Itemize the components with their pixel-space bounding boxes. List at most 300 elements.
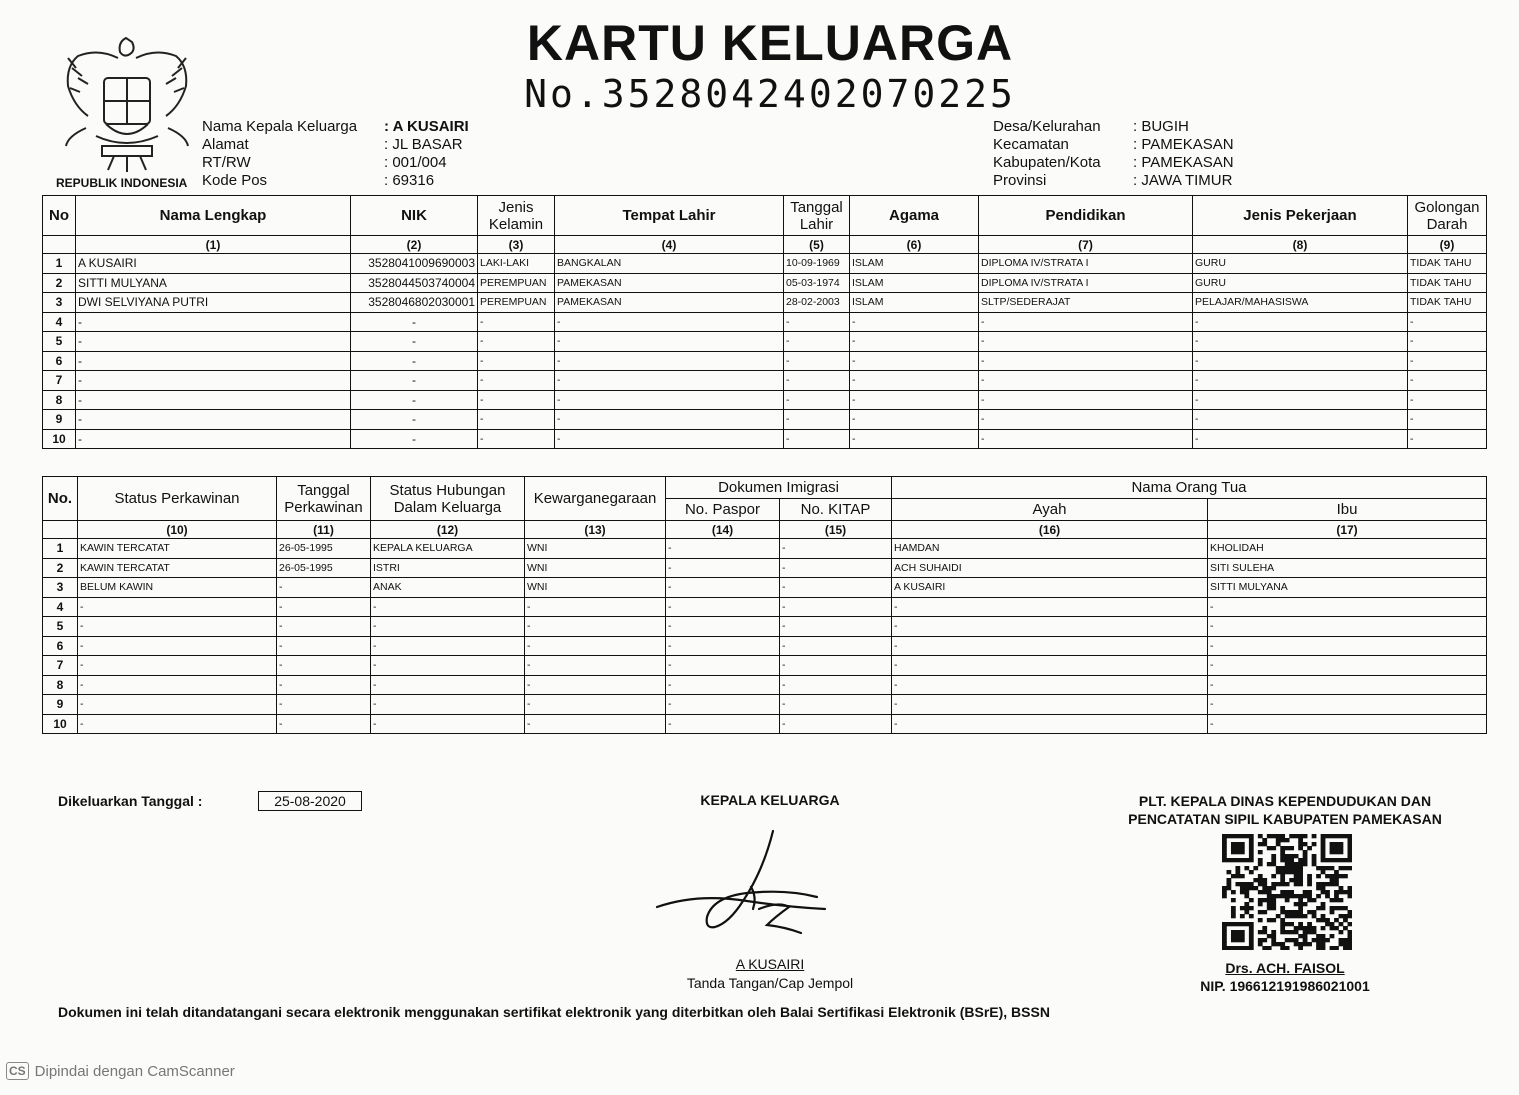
table-cell: - — [1193, 312, 1408, 332]
table-cell: KAWIN TERCATAT — [78, 539, 277, 559]
qr-module — [1271, 858, 1276, 862]
table-cell: - — [78, 636, 277, 656]
table-cell: - — [478, 351, 555, 371]
qr-module — [1312, 862, 1317, 866]
qr-module — [1280, 906, 1285, 910]
qr-module — [1298, 926, 1303, 930]
qr-module — [1321, 846, 1326, 850]
table-cell: - — [76, 410, 351, 430]
qr-module — [1267, 834, 1272, 838]
qr-module — [1289, 894, 1294, 898]
qr-module — [1258, 850, 1263, 854]
table-cell: - — [979, 429, 1193, 449]
table-cell: - — [979, 312, 1193, 332]
header-value: : JL BASAR — [384, 136, 463, 153]
qr-module — [1267, 918, 1272, 922]
table-cell: - — [850, 312, 979, 332]
qr-module — [1334, 870, 1339, 874]
qr-module — [1258, 890, 1263, 894]
qr-module — [1271, 942, 1276, 946]
table-cell: KEPALA KELUARGA — [371, 539, 525, 559]
qr-module — [1280, 918, 1285, 922]
qr-module — [1285, 930, 1290, 934]
qr-module — [1339, 834, 1344, 838]
qr-module — [1348, 914, 1352, 918]
table-cell: 26-05-1995 — [277, 558, 371, 578]
qr-module — [1280, 850, 1285, 854]
table-cell: - — [351, 332, 478, 352]
table-cell: - — [1408, 332, 1487, 352]
issued-label: Dikeluarkan Tanggal : — [58, 793, 203, 809]
qr-module — [1258, 902, 1263, 906]
qr-module — [1244, 886, 1249, 890]
qr-module — [1343, 866, 1348, 870]
table-cell: - — [371, 636, 525, 656]
scanner-watermark — [6, 1062, 235, 1080]
qr-module — [1348, 890, 1352, 894]
qr-module — [1249, 942, 1254, 946]
table-cell: - — [371, 714, 525, 734]
qr-module — [1276, 894, 1281, 898]
qr-module — [1240, 886, 1245, 890]
qr-module — [1226, 946, 1231, 950]
table-cell: 10-09-1969 — [784, 254, 850, 274]
column-header: No — [43, 196, 76, 236]
qr-module — [1231, 946, 1236, 950]
qr-module — [1325, 866, 1330, 870]
qr-module — [1280, 894, 1285, 898]
qr-module — [1280, 854, 1285, 858]
table-cell: - — [784, 429, 850, 449]
qr-module — [1258, 898, 1263, 902]
qr-module — [1294, 882, 1299, 886]
qr-module — [1312, 898, 1317, 902]
table-cell: - — [1408, 312, 1487, 332]
qr-module — [1240, 846, 1245, 850]
table-cell: - — [76, 390, 351, 410]
qr-module — [1285, 846, 1290, 850]
qr-module — [1294, 942, 1299, 946]
table-cell: PEREMPUAN — [478, 293, 555, 313]
column-header: NIK — [351, 196, 478, 236]
table-cell: - — [979, 390, 1193, 410]
header-row — [993, 118, 1234, 136]
header-label: Nama Kepala Keluarga — [202, 118, 358, 135]
qr-module — [1231, 874, 1236, 878]
table-cell: 4 — [43, 312, 76, 332]
qr-module — [1289, 854, 1294, 858]
table-cell: - — [784, 390, 850, 410]
table-cell: SITTI MULYANA — [1208, 578, 1487, 598]
qr-module — [1235, 866, 1240, 870]
column-header: Ayah — [892, 499, 1208, 521]
table-cell: BELUM KAWIN — [78, 578, 277, 598]
table-cell: - — [555, 390, 784, 410]
table-cell: - — [555, 351, 784, 371]
table-cell: - — [666, 539, 780, 559]
table-cell: DIPLOMA IV/STRATA I — [979, 273, 1193, 293]
qr-module — [1334, 946, 1339, 950]
qr-module — [1271, 862, 1276, 866]
qr-module — [1235, 842, 1240, 846]
table-cell: - — [371, 617, 525, 637]
garuda-emblem-icon — [56, 28, 198, 178]
table-cell: - — [892, 714, 1208, 734]
family-status-table — [42, 476, 1487, 734]
table-cell: - — [780, 597, 892, 617]
qr-module — [1325, 922, 1330, 926]
table-cell: WNI — [525, 539, 666, 559]
qr-module — [1303, 942, 1308, 946]
table-header-row — [43, 477, 1487, 499]
qr-module — [1262, 946, 1267, 950]
table-cell: - — [1193, 371, 1408, 391]
qr-code-icon[interactable] — [1222, 834, 1352, 950]
header-row — [202, 136, 469, 154]
qr-module — [1298, 922, 1303, 926]
qr-module — [1276, 842, 1281, 846]
table-cell: 8 — [43, 390, 76, 410]
table-cell: - — [780, 539, 892, 559]
qr-module — [1222, 886, 1227, 890]
column-header: Agama — [850, 196, 979, 236]
qr-module — [1240, 882, 1245, 886]
qr-module — [1262, 838, 1267, 842]
qr-module — [1285, 854, 1290, 858]
qr-module — [1294, 902, 1299, 906]
qr-module — [1267, 902, 1272, 906]
qr-module — [1271, 938, 1276, 942]
column-header: Pendidikan — [979, 196, 1193, 236]
qr-module — [1276, 870, 1281, 874]
table-cell: - — [76, 351, 351, 371]
qr-module — [1294, 910, 1299, 914]
qr-module — [1334, 898, 1339, 902]
qr-module — [1298, 866, 1303, 870]
qr-module — [1258, 918, 1263, 922]
qr-module — [1222, 858, 1227, 862]
table-cell: 7 — [43, 371, 76, 391]
qr-module — [1222, 850, 1227, 854]
qr-module — [1348, 938, 1352, 942]
table-cell: 6 — [43, 636, 78, 656]
qr-module — [1294, 926, 1299, 930]
table-cell: 10 — [43, 429, 76, 449]
table-cell: 3 — [43, 293, 76, 313]
qr-module — [1339, 914, 1344, 918]
qr-module — [1312, 930, 1317, 934]
table-cell: - — [478, 371, 555, 391]
qr-module — [1298, 878, 1303, 882]
column-number-row — [43, 521, 1487, 539]
header-label: Kode Pos — [202, 172, 268, 189]
qr-module — [1330, 866, 1335, 870]
table-cell: - — [555, 332, 784, 352]
table-row — [43, 332, 1487, 352]
table-row — [43, 429, 1487, 449]
qr-module — [1280, 910, 1285, 914]
head-of-family-role: Tanda Tangan/Cap Jempol — [686, 975, 854, 991]
qr-module — [1258, 862, 1263, 866]
table-cell: - — [478, 410, 555, 430]
qr-module — [1285, 862, 1290, 866]
table-cell: - — [780, 656, 892, 676]
head-of-family-name: A KUSAIRI — [735, 956, 805, 972]
qr-module — [1339, 942, 1344, 946]
column-number: (1) — [76, 236, 351, 254]
qr-module — [1231, 914, 1236, 918]
qr-module — [1222, 894, 1227, 898]
qr-module — [1235, 946, 1240, 950]
table-cell: 10 — [43, 714, 78, 734]
table-cell: - — [979, 332, 1193, 352]
qr-module — [1316, 894, 1321, 898]
column-number: (6) — [850, 236, 979, 254]
qr-module — [1294, 870, 1299, 874]
table-cell: - — [1193, 410, 1408, 430]
qr-module — [1285, 866, 1290, 870]
qr-module — [1285, 870, 1290, 874]
qr-module — [1235, 858, 1240, 862]
qr-module — [1312, 842, 1317, 846]
header-label: Provinsi — [993, 172, 1047, 189]
table-row — [43, 558, 1487, 578]
qr-module — [1298, 834, 1303, 838]
qr-module — [1303, 890, 1308, 894]
official-name: Drs. ACH. FAISOL — [1225, 960, 1345, 976]
qr-module — [1231, 858, 1236, 862]
header-label: Kecamatan — [993, 136, 1069, 153]
table-cell: 4 — [43, 597, 78, 617]
qr-module — [1231, 922, 1236, 926]
qr-module — [1343, 858, 1348, 862]
table-cell: - — [555, 429, 784, 449]
qr-module — [1235, 938, 1240, 942]
header-row — [993, 136, 1234, 154]
qr-module — [1325, 882, 1330, 886]
qr-module — [1330, 946, 1335, 950]
column-number: (11) — [277, 521, 371, 539]
qr-module — [1307, 930, 1312, 934]
column-header: No. — [43, 477, 78, 521]
qr-module — [1321, 902, 1326, 906]
table-cell: ISLAM — [850, 293, 979, 313]
qr-module — [1271, 918, 1276, 922]
qr-module — [1271, 874, 1276, 878]
table-cell: KAWIN TERCATAT — [78, 558, 277, 578]
qr-module — [1249, 938, 1254, 942]
table-row — [43, 675, 1487, 695]
official-title — [1100, 792, 1470, 828]
qr-module — [1330, 922, 1335, 926]
table-cell: - — [76, 429, 351, 449]
qr-module — [1249, 858, 1254, 862]
table-cell: - — [277, 675, 371, 695]
qr-module — [1285, 838, 1290, 842]
column-number: (14) — [666, 521, 780, 539]
table-cell: - — [525, 714, 666, 734]
column-header: Dokumen Imigrasi — [666, 477, 892, 499]
qr-module — [1339, 886, 1344, 890]
table-cell: 3528044503740004 — [351, 273, 478, 293]
qr-module — [1244, 834, 1249, 838]
qr-module — [1285, 890, 1290, 894]
qr-module — [1235, 834, 1240, 838]
column-number-row — [43, 236, 1487, 254]
table-cell: - — [78, 597, 277, 617]
qr-module — [1262, 878, 1267, 882]
qr-module — [1240, 874, 1245, 878]
qr-module — [1321, 906, 1326, 910]
qr-module — [1271, 934, 1276, 938]
qr-module — [1244, 902, 1249, 906]
qr-module — [1271, 834, 1276, 838]
qr-module — [1321, 934, 1326, 938]
qr-module — [1244, 910, 1249, 914]
qr-module — [1312, 914, 1317, 918]
qr-module — [1312, 854, 1317, 858]
qr-module — [1307, 942, 1312, 946]
qr-module — [1330, 882, 1335, 886]
qr-module — [1321, 882, 1326, 886]
qr-module — [1334, 882, 1339, 886]
qr-module — [1312, 938, 1317, 942]
column-number: (9) — [1408, 236, 1487, 254]
qr-module — [1249, 922, 1254, 926]
qr-module — [1289, 846, 1294, 850]
table-cell: - — [351, 429, 478, 449]
qr-module — [1289, 914, 1294, 918]
qr-module — [1307, 878, 1312, 882]
table-cell: - — [784, 371, 850, 391]
qr-module — [1334, 842, 1339, 846]
column-number: (10) — [78, 521, 277, 539]
table-cell: - — [351, 371, 478, 391]
emblem-caption: REPUBLIK INDONESIA — [56, 176, 188, 190]
qr-module — [1294, 866, 1299, 870]
qr-module — [1285, 910, 1290, 914]
qr-module — [1231, 842, 1236, 846]
column-number: (4) — [555, 236, 784, 254]
qr-module — [1267, 862, 1272, 866]
table-cell: - — [525, 597, 666, 617]
table-cell: - — [666, 617, 780, 637]
qr-module — [1316, 866, 1321, 870]
qr-module — [1262, 842, 1267, 846]
table-cell: 26-05-1995 — [277, 539, 371, 559]
qr-module — [1222, 842, 1227, 846]
qr-module — [1325, 894, 1330, 898]
qr-module — [1316, 946, 1321, 950]
table-cell: - — [371, 675, 525, 695]
qr-module — [1267, 846, 1272, 850]
qr-module — [1262, 930, 1267, 934]
qr-module — [1334, 894, 1339, 898]
qr-module — [1258, 858, 1263, 862]
qr-module — [1334, 918, 1339, 922]
qr-module — [1289, 922, 1294, 926]
table-cell: - — [478, 429, 555, 449]
qr-module — [1249, 906, 1254, 910]
qr-module — [1231, 890, 1236, 894]
table-cell: - — [277, 617, 371, 637]
table-cell: DWI SELVIYANA PUTRI — [76, 293, 351, 313]
table-cell: - — [1193, 332, 1408, 352]
qr-module — [1298, 902, 1303, 906]
qr-module — [1235, 930, 1240, 934]
qr-module — [1262, 938, 1267, 942]
qr-module — [1303, 854, 1308, 858]
qr-module — [1339, 850, 1344, 854]
column-number: (5) — [784, 236, 850, 254]
qr-module — [1294, 862, 1299, 866]
table-cell: - — [784, 410, 850, 430]
qr-module — [1330, 906, 1335, 910]
table-cell: 28-02-2003 — [784, 293, 850, 313]
table-cell: 5 — [43, 617, 78, 637]
qr-module — [1343, 874, 1348, 878]
qr-module — [1289, 938, 1294, 942]
document-number: No.3528042402070225 — [524, 72, 1016, 116]
qr-module — [1249, 930, 1254, 934]
qr-module — [1285, 922, 1290, 926]
qr-module — [1271, 898, 1276, 902]
header-label: Alamat — [202, 136, 249, 153]
qr-module — [1285, 898, 1290, 902]
table-cell: ISTRI — [371, 558, 525, 578]
column-header: Jenis Kelamin — [478, 196, 555, 236]
qr-module — [1226, 858, 1231, 862]
qr-module — [1235, 846, 1240, 850]
column-number: (12) — [371, 521, 525, 539]
header-label: Kabupaten/Kota — [993, 154, 1101, 171]
qr-module — [1231, 850, 1236, 854]
table-cell: - — [780, 558, 892, 578]
qr-module — [1316, 874, 1321, 878]
qr-module — [1280, 866, 1285, 870]
qr-module — [1280, 882, 1285, 886]
table-cell: GURU — [1193, 254, 1408, 274]
table-cell: KHOLIDAH — [1208, 539, 1487, 559]
table-cell: 05-03-1974 — [784, 273, 850, 293]
qr-module — [1294, 874, 1299, 878]
qr-module — [1226, 878, 1231, 882]
column-header: Status Hubungan Dalam Keluarga — [371, 477, 525, 521]
qr-module — [1312, 834, 1317, 838]
table-cell: PAMEKASAN — [555, 273, 784, 293]
qr-module — [1231, 934, 1236, 938]
qr-module — [1334, 874, 1339, 878]
qr-module — [1280, 834, 1285, 838]
table-cell: - — [780, 636, 892, 656]
table-row — [43, 293, 1487, 313]
official-title-line: PENCATATAN SIPIL KABUPATEN PAMEKASAN — [1128, 811, 1442, 827]
qr-module — [1280, 946, 1285, 950]
qr-module — [1339, 938, 1344, 942]
column-header: Nama Lengkap — [76, 196, 351, 236]
qr-module — [1294, 878, 1299, 882]
qr-module — [1343, 914, 1348, 918]
qr-module — [1280, 858, 1285, 862]
qr-module — [1240, 890, 1245, 894]
qr-module — [1271, 930, 1276, 934]
qr-module — [1303, 894, 1308, 898]
qr-module — [1325, 938, 1330, 942]
table-cell: - — [892, 636, 1208, 656]
document-title: KARTU KELUARGA — [526, 15, 1014, 71]
qr-module — [1307, 894, 1312, 898]
qr-module — [1294, 930, 1299, 934]
